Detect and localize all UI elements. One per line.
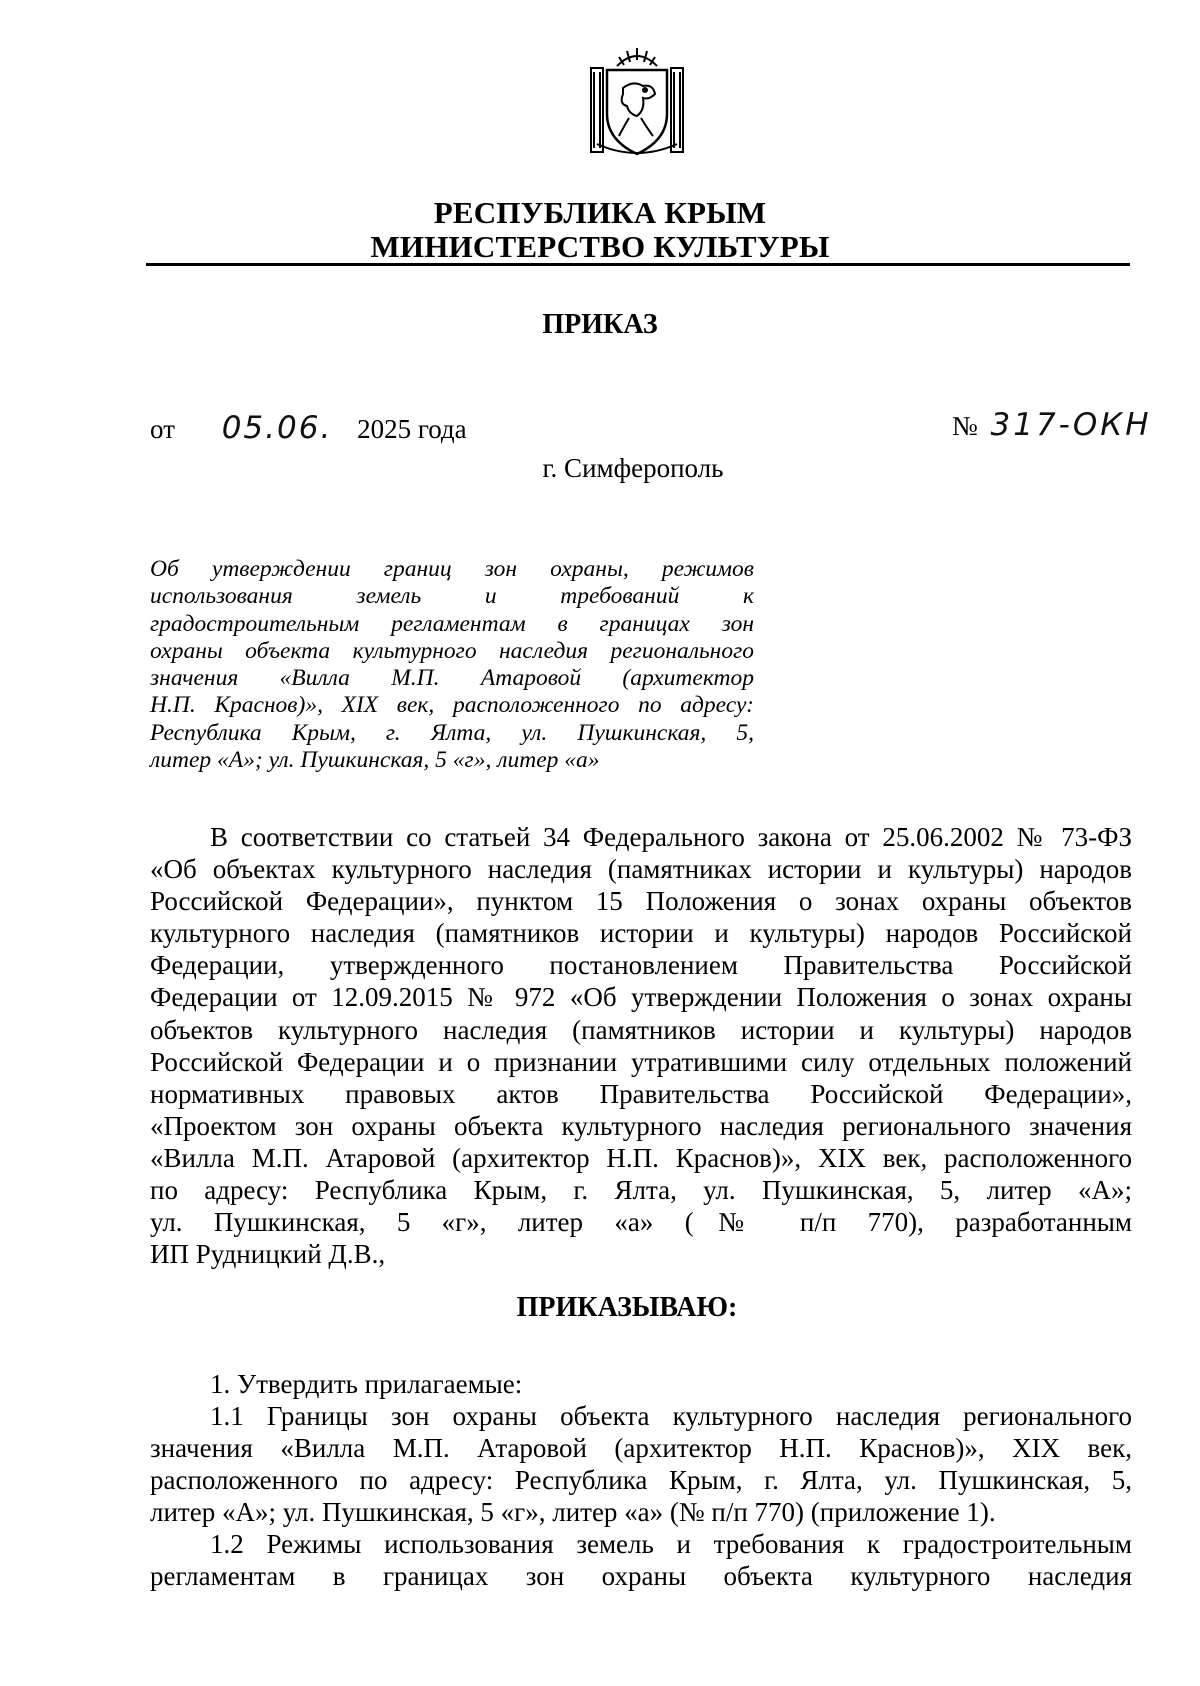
date-handwritten: 05.06. bbox=[221, 410, 333, 446]
item-1-text: 1. Утвердить прилагаемые: bbox=[210, 1369, 523, 1399]
preamble-line: «Об объектах культурного наследия (памятниках истории и культуры) народов bbox=[150, 854, 1132, 885]
subject-line: литер «А»; ул. Пушкинская, 5 «г», литер «а» bbox=[150, 747, 600, 774]
preamble-line: по адресу: Республика Крым, г. Ялта, ул. Пушкинская, 5, литер «А»; bbox=[150, 1175, 1132, 1206]
crimea-coat-of-arms-icon bbox=[583, 44, 691, 162]
org-line-republic: РЕСПУБЛИКА КРЫМ bbox=[433, 195, 767, 230]
item-1-1 bbox=[150, 1400, 1132, 1528]
order-date bbox=[150, 412, 467, 445]
preamble-line: «Вилла М.П. Атаровой (архитектор Н.П. Краснов)», XIX век, расположенного bbox=[150, 1142, 1132, 1173]
preamble-line: объектов культурного наследия (памятников истории и культуры) народов bbox=[150, 1014, 1132, 1045]
item-1-2-line: регламентам в границах зон охраны объекта культурного наследия bbox=[150, 1561, 1132, 1592]
org-line-ministry: МИНИСТЕРСТВО КУЛЬТУРЫ bbox=[370, 229, 830, 264]
preamble-paragraph bbox=[150, 821, 1132, 1270]
item-1-1-line: литер «А»; ул. Пушкинская, 5 «г», литер «а» (№ п/п 770) (приложение 1). bbox=[150, 1497, 996, 1528]
organization-name bbox=[0, 196, 1200, 264]
date-prefix: от bbox=[150, 414, 175, 444]
subject-line: градостроительным регламентам в границах зон bbox=[150, 610, 754, 637]
preamble-line: В соответствии со статьей 34 Федерального закона от 25.06.2002 № 73-ФЗ bbox=[210, 822, 1132, 852]
subject-line: охраны объекта культурного наследия регионального bbox=[150, 637, 754, 664]
item-1-2-line: 1.2 Режимы использования земель и требования к градостроительным bbox=[210, 1529, 1132, 1559]
preamble-line: «Проектом зон охраны объекта культурного наследия регионального значения bbox=[150, 1110, 1132, 1141]
number-handwritten: 317-ОКН bbox=[990, 407, 1152, 443]
item-1 bbox=[150, 1368, 1132, 1400]
subject-line: Республика Крым, г. Ялта, ул. Пушкинская, 5, bbox=[150, 719, 754, 746]
preamble-line: ул. Пушкинская, 5 «г», литер «а» (№ п/п 770), разработанным bbox=[150, 1207, 1132, 1238]
document-type: ПРИКАЗ bbox=[542, 309, 658, 340]
item-1-1-line: 1.1 Границы зон охраны объекта культурного наследия регионального bbox=[210, 1401, 1132, 1431]
number-prefix: № bbox=[952, 411, 978, 441]
item-1-1-line: расположенного по адресу: Республика Крым, г. Ялта, ул. Пушкинская, 5, bbox=[150, 1465, 1132, 1496]
subject-line: значения «Вилла М.П. Атаровой (архитектор bbox=[150, 665, 754, 692]
directive-heading: ПРИКАЗЫВАЮ: bbox=[516, 1292, 738, 1323]
item-1-1-line: значения «Вилла М.П. Атаровой (архитектор Н.П. Краснов)», XIX век, bbox=[150, 1433, 1132, 1464]
order-number bbox=[952, 409, 1152, 442]
subject-line: использования земель и требований к bbox=[150, 583, 754, 610]
preamble-line: Российской Федерации и о признании утратившими силу отдельных положений bbox=[150, 1046, 1132, 1077]
issue-city: г. Симферополь bbox=[542, 453, 724, 483]
header-divider bbox=[146, 263, 1130, 266]
subject-line: Н.П. Краснов)», XIX век, расположенного по адресу: bbox=[150, 692, 754, 719]
subject-line: Об утверждении границ зон охраны, режимов bbox=[150, 556, 754, 582]
preamble-line: ИП Рудницкий Д.В., bbox=[150, 1239, 386, 1270]
order-subject bbox=[150, 556, 754, 774]
preamble-line: нормативных правовых актов Правительства Российской Федерации», bbox=[150, 1078, 1132, 1109]
preamble-line: Федерации от 12.09.2015 № 972 «Об утверждении Положения о зонах охраны bbox=[150, 982, 1132, 1013]
preamble-line: Российской Федерации», пунктом 15 Положения о зонах охраны объектов bbox=[150, 886, 1132, 917]
preamble-line: культурного наследия (памятников истории и культуры) народов Российской bbox=[150, 918, 1132, 949]
date-year: 2025 года bbox=[357, 414, 467, 444]
preamble-line: Федерации, утвержденного постановлением Правительства Российской bbox=[150, 950, 1132, 981]
item-1-2 bbox=[150, 1528, 1132, 1592]
